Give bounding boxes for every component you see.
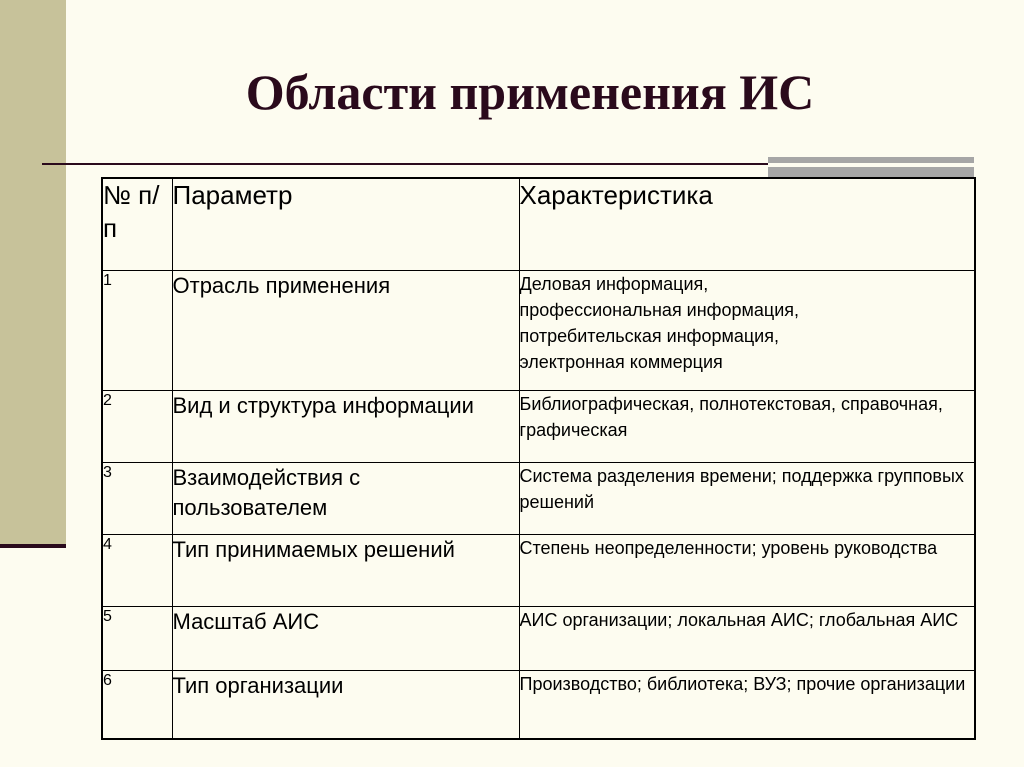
header-number: № п/п <box>102 178 172 270</box>
row-characteristic: Производство; библиотека; ВУЗ; прочие организации <box>519 670 975 739</box>
row-parameter: Отрасль применения <box>172 270 519 390</box>
row-characteristic: Деловая информация, профессиональная информация, потребительская информация, электронная коммерция <box>519 270 975 390</box>
row-parameter: Вид и структура информации <box>172 390 519 462</box>
header-parameter: Параметр <box>172 178 519 270</box>
row-number: 5 <box>102 606 172 670</box>
table-row <box>102 534 975 606</box>
row-characteristic: АИС организации; локальная АИС; глобальная АИС <box>519 606 975 670</box>
row-number: 4 <box>102 534 172 606</box>
table-row <box>102 390 975 462</box>
title-divider <box>42 163 822 165</box>
row-number: 1 <box>102 270 172 390</box>
row-number: 6 <box>102 670 172 739</box>
decorative-gray-block <box>768 157 974 177</box>
decorative-side-line <box>0 544 66 548</box>
table-row <box>102 670 975 739</box>
slide-title: Области применения ИС <box>245 64 815 120</box>
table-row <box>102 462 975 534</box>
application-areas-table <box>101 177 976 740</box>
row-parameter: Тип организации <box>172 670 519 739</box>
table-row <box>102 606 975 670</box>
row-characteristic: Библиографическая, полнотекстовая, справочная, графическая <box>519 390 975 462</box>
row-parameter: Тип принимаемых решений <box>172 534 519 606</box>
row-characteristic: Система разделения времени; поддержка групповых решений <box>519 462 975 534</box>
header-characteristic: Характеристика <box>519 178 975 270</box>
table-header-row <box>102 178 975 270</box>
row-number: 2 <box>102 390 172 462</box>
row-parameter: Взаимодействия с пользователем <box>172 462 519 534</box>
decorative-side-bar <box>0 0 66 546</box>
table-row <box>102 270 975 390</box>
row-number: 3 <box>102 462 172 534</box>
row-characteristic: Степень неопределенности; уровень руководства <box>519 534 975 606</box>
row-parameter: Масштаб АИС <box>172 606 519 670</box>
